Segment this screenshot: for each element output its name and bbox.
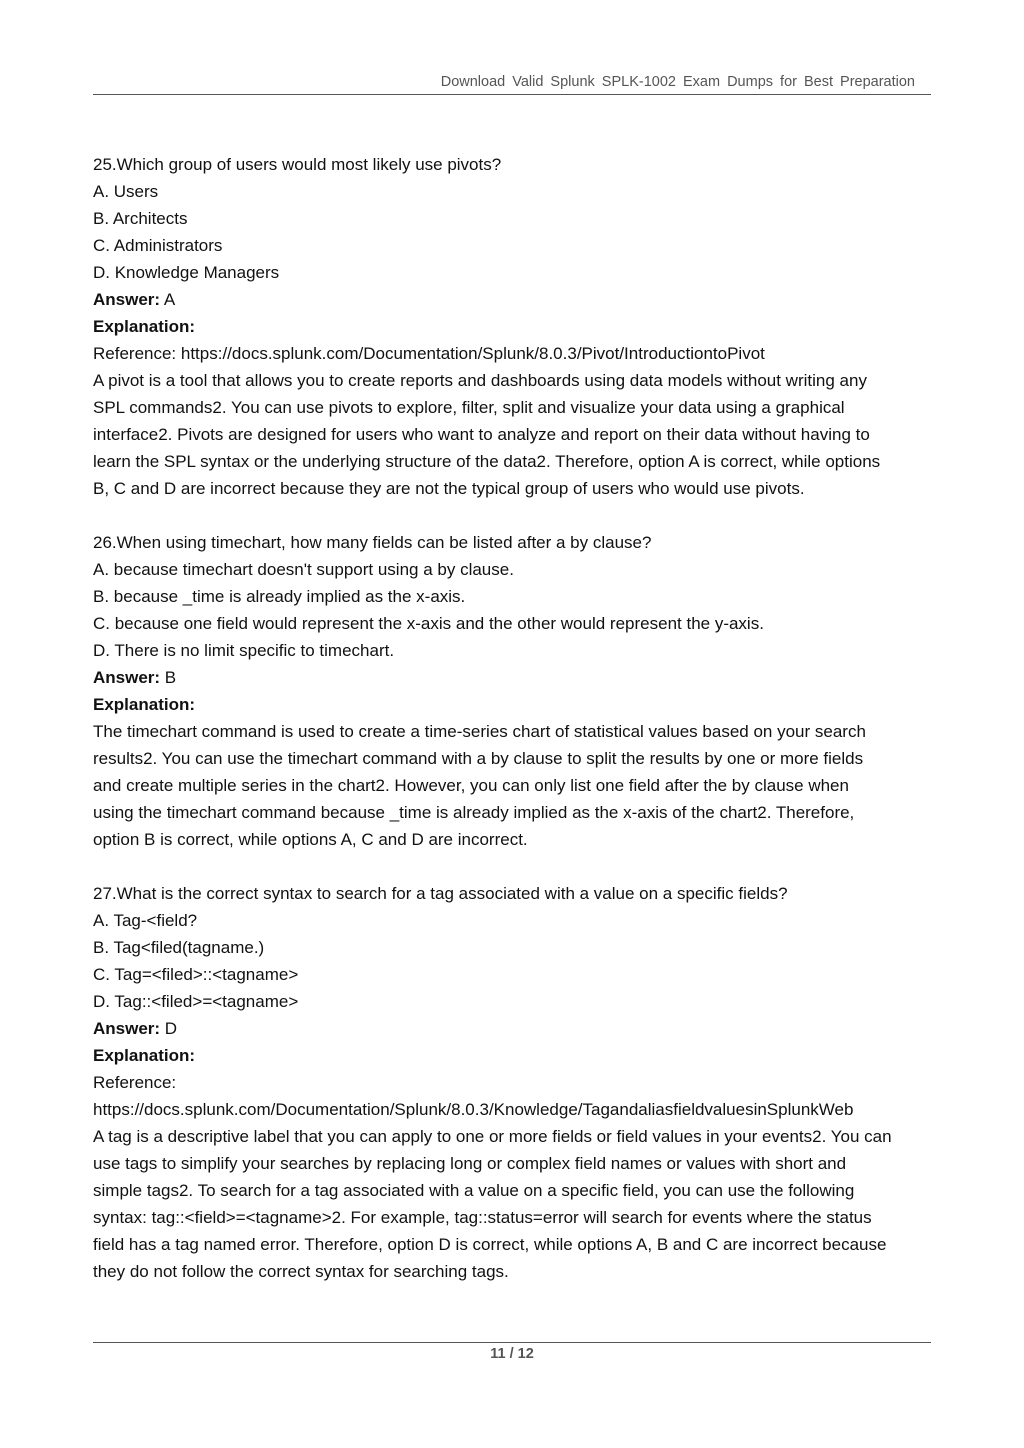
option-b: B. Tag<filed(tagname.) bbox=[93, 938, 265, 957]
page-number: 11 / 12 bbox=[490, 1346, 534, 1362]
question-text: 26.When using timechart, how many fields can be listed after a by clause? bbox=[93, 533, 652, 552]
question-text: 27.What is the correct syntax to search for a tag associated with a value on a specific fields? bbox=[93, 884, 788, 903]
explanation-line: A tag is a descriptive label that you can apply to one or more fields or field values in your events2. You can bbox=[93, 1127, 892, 1146]
option-d: D. There is no limit specific to timechart. bbox=[93, 641, 395, 660]
answer-line bbox=[93, 1015, 938, 1042]
explanation-line: https://docs.splunk.com/Documentation/Splunk/8.0.3/Knowledge/TagandaliasfieldvaluesinSplunkWeb bbox=[93, 1100, 854, 1119]
answer-label: Answer: bbox=[93, 668, 161, 687]
page-footer bbox=[93, 1342, 931, 1362]
explanation-line: Reference: https://docs.splunk.com/Documentation/Splunk/8.0.3/Pivot/IntroductiontoPivot bbox=[93, 344, 765, 363]
explanation-line: Reference: bbox=[93, 1073, 177, 1092]
explanation-line: SPL commands2. You can use pivots to explore, filter, split and visualize your data using a graphical bbox=[93, 398, 845, 417]
option-b: B. Architects bbox=[93, 209, 188, 228]
question-block bbox=[93, 880, 938, 1285]
answer-line bbox=[93, 286, 938, 313]
option-d: D. Knowledge Managers bbox=[93, 263, 280, 282]
explanation-text bbox=[93, 1069, 938, 1285]
explanation-label: Explanation: bbox=[93, 695, 196, 714]
option-a: A. Tag-<field? bbox=[93, 911, 198, 930]
explanation-label: Explanation: bbox=[93, 1046, 196, 1065]
header-title: Download Valid Splunk SPLK-1002 Exam Dumps for Best Preparation bbox=[440, 74, 915, 90]
spacer bbox=[93, 853, 938, 880]
option-c: C. because one field would represent the x-axis and the other would represent the y-axis. bbox=[93, 614, 764, 633]
explanation-line: simple tags2. To search for a tag associated with a value on a specific field, you can use the following bbox=[93, 1181, 855, 1200]
explanation-text bbox=[93, 340, 938, 502]
explanation-line: A pivot is a tool that allows you to create reports and dashboards using data models without writing any bbox=[93, 371, 867, 390]
option-a: A. because timechart doesn't support using a by clause. bbox=[93, 560, 514, 579]
answer-label: Answer: bbox=[93, 290, 161, 309]
option-a: A. Users bbox=[93, 182, 159, 201]
answer-value: B bbox=[160, 668, 177, 687]
explanation-line: B, C and D are incorrect because they are not the typical group of users who would use pivots. bbox=[93, 479, 805, 498]
question-block bbox=[93, 529, 938, 853]
explanation-line: The timechart command is used to create a time-series chart of statistical values based on your search bbox=[93, 722, 866, 741]
explanation-label: Explanation: bbox=[93, 317, 196, 336]
explanation-line: option B is correct, while options A, C and D are incorrect. bbox=[93, 830, 528, 849]
explanation-line: syntax: tag::<field>=<tagname>2. For example, tag::status=error will search for events where the status bbox=[93, 1208, 872, 1227]
explanation-line: results2. You can use the timechart command with a by clause to split the results by one or more fields bbox=[93, 749, 864, 768]
answer-value: A bbox=[160, 290, 176, 309]
explanation-line: use tags to simplify your searches by replacing long or complex field names or values with short and bbox=[93, 1154, 847, 1173]
page-header bbox=[93, 72, 931, 95]
explanation-line: field has a tag named error. Therefore, option D is correct, while options A, B and C are incorrect because bbox=[93, 1235, 887, 1254]
option-b: B. because _time is already implied as the x-axis. bbox=[93, 587, 466, 606]
question-text: 25.Which group of users would most likely use pivots? bbox=[93, 155, 502, 174]
explanation-line: interface2. Pivots are designed for users who want to analyze and report on their data without having to bbox=[93, 425, 870, 444]
option-c: C. Tag=<filed>::<tagname> bbox=[93, 965, 299, 984]
option-c: C. Administrators bbox=[93, 236, 223, 255]
question-block bbox=[93, 151, 938, 502]
explanation-line: they do not follow the correct syntax for searching tags. bbox=[93, 1262, 509, 1281]
answer-value: D bbox=[160, 1019, 178, 1038]
option-d: D. Tag::<filed>=<tagname> bbox=[93, 992, 299, 1011]
explanation-line: and create multiple series in the chart2. However, you can only list one field after the by clause when bbox=[93, 776, 849, 795]
explanation-line: using the timechart command because _time is already implied as the x-axis of the chart2. Therefore, bbox=[93, 803, 855, 822]
answer-line bbox=[93, 664, 938, 691]
spacer bbox=[93, 502, 938, 529]
explanation-text bbox=[93, 718, 938, 853]
page-content bbox=[93, 151, 938, 1285]
explanation-line: learn the SPL syntax or the underlying structure of the data2. Therefore, option A is correct, while options bbox=[93, 452, 881, 471]
answer-label: Answer: bbox=[93, 1019, 161, 1038]
